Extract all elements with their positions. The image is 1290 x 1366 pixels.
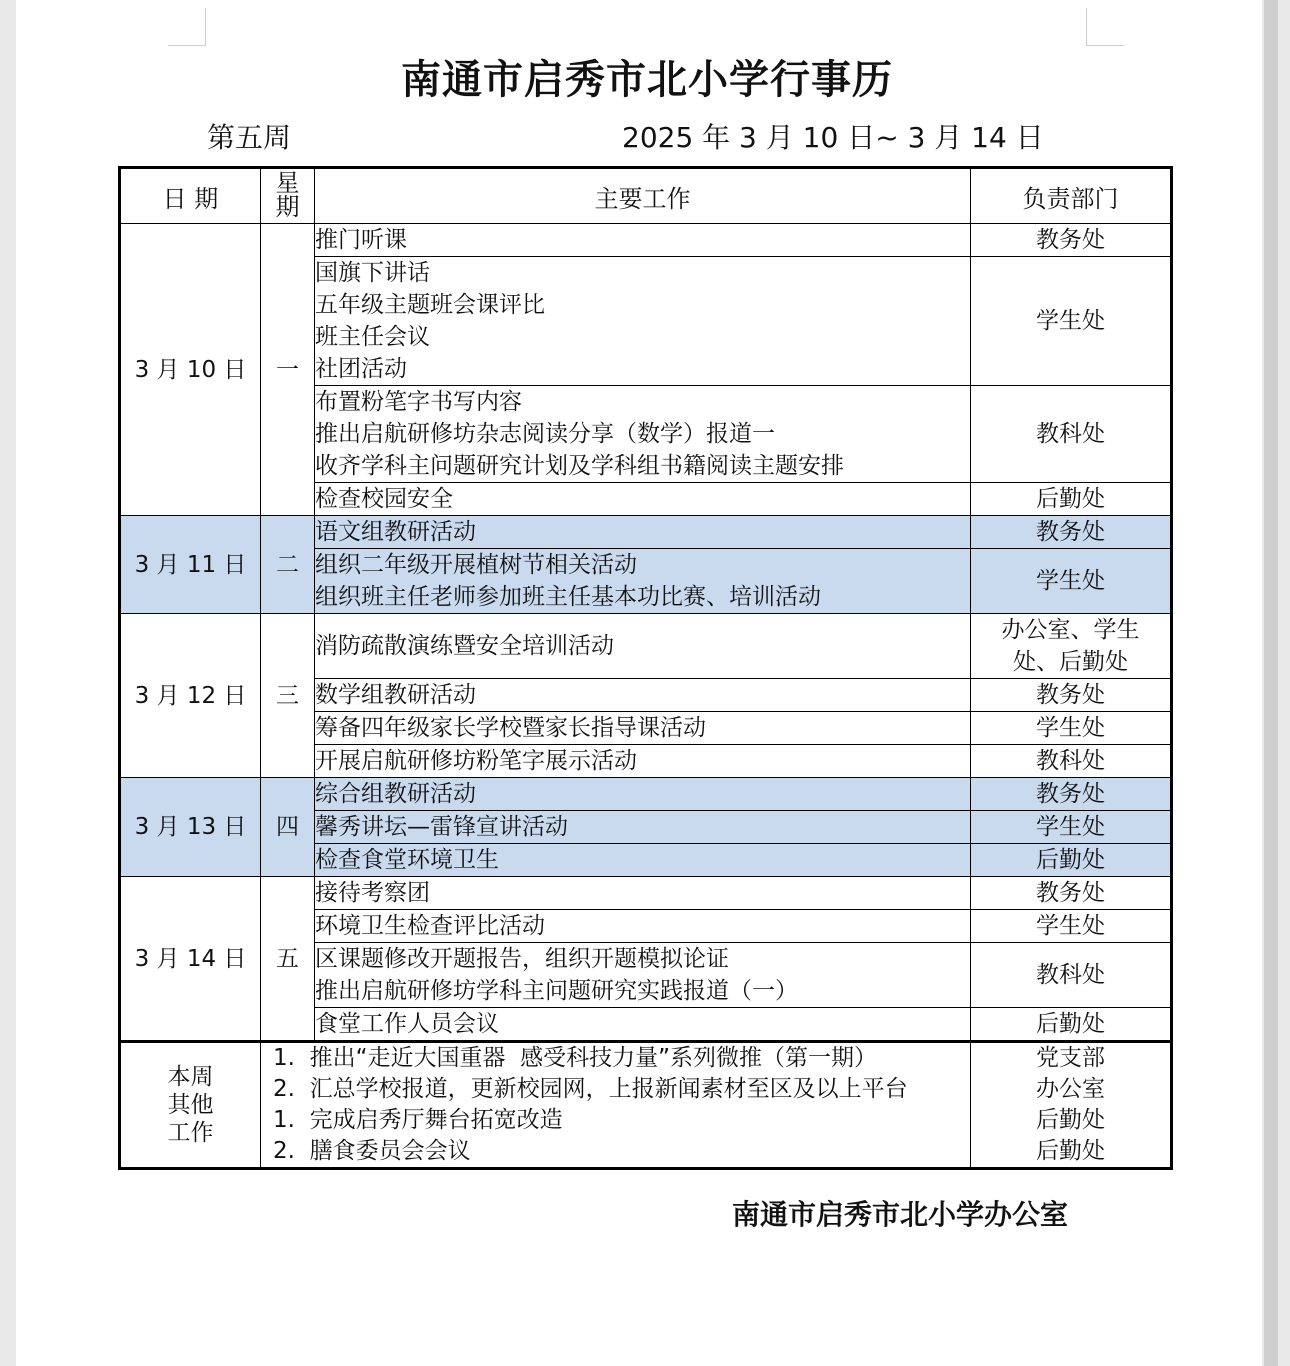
other-work-depts [971, 1042, 1172, 1169]
work-item: 馨秀讲坛—雷锋宣讲活动 [315, 814, 568, 840]
other-work-item: 1. 推出“走近大国重器 感受科技力量”系列微推（第一期） [273, 1045, 878, 1071]
dept-cell [971, 943, 1172, 1008]
work-item: 食堂工作人员会议 [315, 1011, 499, 1037]
other-work-label [120, 1042, 261, 1169]
schedule-table [118, 166, 1173, 1170]
dept-label: 学生处 [1036, 715, 1105, 741]
work-item: 语文组教研活动 [315, 519, 476, 545]
dept-label: 办公室、学生 [1001, 617, 1140, 643]
work-item: 国旗下讲话 [315, 260, 430, 286]
header-date: 日 期 [120, 168, 261, 224]
work-cell [315, 877, 971, 910]
dept-label: 学生处 [1036, 568, 1105, 594]
dept-label: 教科处 [1036, 748, 1105, 774]
work-item: 组织班主任老师参加班主任基本功比赛、培训活动 [315, 584, 821, 610]
dept-label: 教务处 [1036, 682, 1105, 708]
work-cell [315, 778, 971, 811]
dept-label: 教务处 [1036, 227, 1105, 253]
other-work-items [261, 1042, 971, 1169]
dept-cell [971, 549, 1172, 614]
work-item: 接待考察团 [315, 880, 430, 906]
other-label-line: 其他 [167, 1092, 214, 1118]
work-cell [315, 516, 971, 549]
date-cell: 3 月 12 日 [120, 614, 261, 778]
dept-cell [971, 745, 1172, 778]
dept-label: 教科处 [1036, 421, 1105, 447]
other-work-dept: 后勤处 [1036, 1107, 1105, 1133]
table-row [120, 516, 1172, 549]
dept-label: 学生处 [1036, 814, 1105, 840]
dept-label: 处、后勤处 [1013, 649, 1128, 675]
work-cell [315, 224, 971, 257]
weekday-cell: 二 [261, 516, 315, 614]
work-item: 推出启航研修坊杂志阅读分享（数学）报道一 [315, 421, 775, 447]
date-range: 2025 年 3 月 10 日~ 3 月 14 日 [622, 121, 1044, 154]
work-cell [315, 257, 971, 386]
dept-cell [971, 910, 1172, 943]
other-work-row [120, 1042, 1172, 1169]
work-item: 消防疏散演练暨安全培训活动 [315, 633, 614, 659]
dept-cell [971, 224, 1172, 257]
work-item: 五年级主题班会课评比 [315, 292, 545, 318]
work-cell [315, 811, 971, 844]
work-cell [315, 745, 971, 778]
dept-cell [971, 877, 1172, 910]
dept-cell [971, 516, 1172, 549]
other-work-dept: 办公室 [1036, 1076, 1105, 1102]
dept-cell [971, 844, 1172, 877]
work-cell [315, 712, 971, 745]
dept-cell [971, 386, 1172, 483]
dept-cell [971, 1008, 1172, 1042]
work-item: 区课题修改开题报告，组织开题模拟论证 [315, 946, 729, 972]
dept-cell [971, 778, 1172, 811]
header-weekday: 星期 [261, 168, 315, 224]
date-cell: 3 月 11 日 [120, 516, 261, 614]
other-work-dept: 党支部 [1036, 1045, 1105, 1071]
dept-label: 后勤处 [1036, 486, 1105, 512]
crop-mark-top-left [168, 8, 206, 46]
dept-cell [971, 614, 1172, 679]
weekday-cell: 三 [261, 614, 315, 778]
work-cell [315, 483, 971, 516]
other-label-line: 工作 [167, 1120, 214, 1146]
work-item: 班主任会议 [315, 324, 430, 350]
work-item: 检查校园安全 [315, 486, 453, 512]
dept-label: 教务处 [1036, 880, 1105, 906]
header-work: 主要工作 [315, 168, 971, 224]
weekday-cell: 五 [261, 877, 315, 1042]
header-dept: 负责部门 [971, 168, 1172, 224]
dept-cell [971, 679, 1172, 712]
other-work-item: 2. 汇总学校报道，更新校园网，上报新闻素材至区及以上平台 [273, 1076, 908, 1102]
date-cell: 3 月 10 日 [120, 224, 261, 516]
scrollbar[interactable] [1264, 0, 1278, 1366]
dept-cell [971, 257, 1172, 386]
work-item: 社团活动 [315, 356, 407, 382]
dept-cell [971, 483, 1172, 516]
work-cell [315, 943, 971, 1008]
work-cell [315, 549, 971, 614]
dept-label: 学生处 [1036, 913, 1105, 939]
work-item: 布置粉笔字书写内容 [315, 389, 522, 415]
footer-signature: 南通市启秀市北小学办公室 [732, 1198, 1069, 1231]
work-item: 数学组教研活动 [315, 682, 476, 708]
dept-label: 教科处 [1036, 962, 1105, 988]
work-item: 推门听课 [315, 227, 407, 253]
table-row [120, 778, 1172, 811]
dept-label: 后勤处 [1036, 847, 1105, 873]
weekday-cell: 一 [261, 224, 315, 516]
page-title: 南通市启秀市北小学行事历 [401, 57, 893, 103]
date-cell: 3 月 13 日 [120, 778, 261, 877]
dept-cell [971, 712, 1172, 745]
work-item: 环境卫生检查评比活动 [315, 913, 545, 939]
work-cell [315, 614, 971, 679]
dept-label: 教务处 [1036, 781, 1105, 807]
work-item: 组织二年级开展植树节相关活动 [315, 552, 637, 578]
dept-label: 后勤处 [1036, 1011, 1105, 1037]
header-row [120, 168, 1172, 224]
table-row [120, 877, 1172, 910]
dept-label: 学生处 [1036, 308, 1105, 334]
other-work-item: 2. 膳食委员会会议 [273, 1138, 471, 1164]
work-cell [315, 910, 971, 943]
work-cell [315, 1008, 971, 1042]
work-item: 综合组教研活动 [315, 781, 476, 807]
work-item: 开展启航研修坊粉笔字展示活动 [315, 748, 637, 774]
work-cell [315, 844, 971, 877]
week-label: 第五周 [207, 121, 292, 154]
crop-mark-top-right [1086, 8, 1124, 46]
work-item: 收齐学科主问题研究计划及学科组书籍阅读主题安排 [315, 453, 844, 479]
work-item: 推出启航研修坊学科主问题研究实践报道（一） [315, 978, 798, 1004]
other-label-line: 本周 [167, 1064, 214, 1090]
dept-cell [971, 811, 1172, 844]
work-cell [315, 679, 971, 712]
table-row [120, 224, 1172, 257]
work-cell [315, 386, 971, 483]
work-item: 筹备四年级家长学校暨家长指导课活动 [315, 715, 706, 741]
dept-label: 教务处 [1036, 519, 1105, 545]
other-work-dept: 后勤处 [1036, 1138, 1105, 1164]
work-item: 检查食堂环境卫生 [315, 847, 499, 873]
date-cell: 3 月 14 日 [120, 877, 261, 1042]
table-row [120, 614, 1172, 679]
weekday-cell: 四 [261, 778, 315, 877]
other-work-item: 1. 完成启秀厅舞台拓宽改造 [273, 1107, 563, 1133]
